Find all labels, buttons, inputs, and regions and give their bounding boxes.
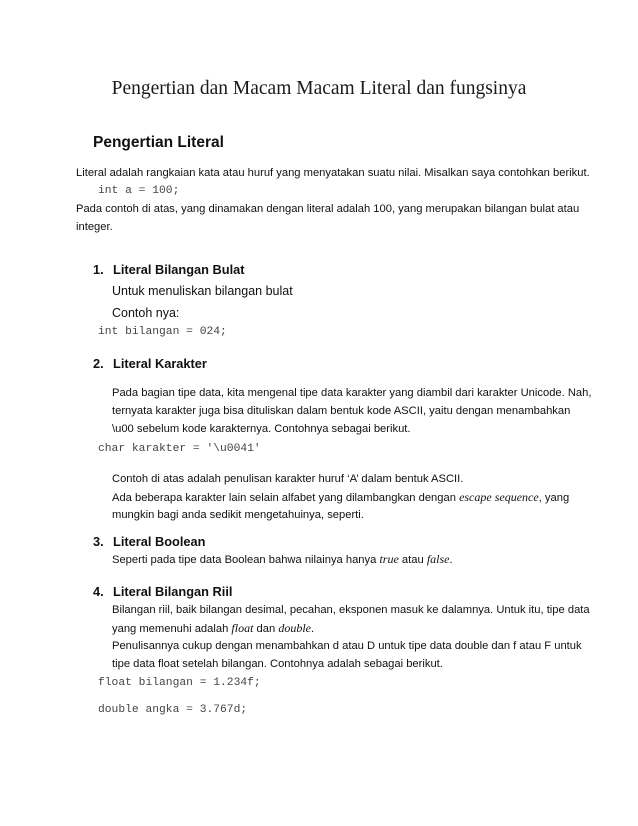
intro-paragraph-line-1: Literal adalah rangkaian kata atau huruf yang menyatakan suatu nilai. Misalkan saya contohkan berikut. bbox=[76, 167, 590, 179]
item-1-code: int bilangan = 024; bbox=[98, 326, 227, 338]
intro-code-sample: int a = 100; bbox=[98, 185, 180, 197]
item-3-title: Literal Boolean bbox=[113, 534, 206, 549]
item-4-italic-double: double bbox=[278, 621, 311, 635]
intro-paragraph-line-3: integer. bbox=[76, 221, 113, 233]
item-4-line-2-post: . bbox=[311, 623, 315, 635]
item-3-line-1-mid: atau bbox=[398, 554, 427, 566]
item-3-line-1 bbox=[112, 552, 453, 567]
item-3-italic-true: true bbox=[379, 552, 399, 566]
item-1-title: Literal Bilangan Bulat bbox=[113, 262, 245, 277]
item-2-number: 2. bbox=[93, 356, 104, 371]
item-3-line-1-pre: Seperti pada tipe data Boolean bahwa nilainya hanya bbox=[112, 554, 380, 566]
item-4-number: 4. bbox=[93, 584, 104, 599]
item-4-italic-float: float bbox=[231, 621, 254, 635]
item-3-line-1-post: . bbox=[449, 554, 453, 566]
item-2-line-5-post: , yang bbox=[538, 492, 570, 504]
item-4-line-3: Penulisannya cukup dengan menambahkan d atau D untuk tipe data double dan f atau F untuk bbox=[112, 640, 582, 652]
item-3-italic-false: false bbox=[426, 552, 450, 566]
item-2-title: Literal Karakter bbox=[113, 356, 207, 371]
item-1-line-2: Contoh nya: bbox=[112, 306, 180, 320]
item-3-number: 3. bbox=[93, 534, 104, 549]
item-2-line-2: ternyata karakter juga bisa dituliskan dalam bentuk kode ASCII, yaitu dengan menambahkan bbox=[112, 405, 571, 417]
section-heading: Pengertian Literal bbox=[93, 134, 224, 151]
item-2-line-5-italic: escape sequence bbox=[459, 490, 539, 504]
item-4-line-2-pre: yang memenuhi adalah bbox=[112, 623, 232, 635]
document-title: Pengertian dan Macam Macam Literal dan fungsinya bbox=[111, 78, 527, 99]
item-4-code-1: float bilangan = 1.234f; bbox=[98, 677, 261, 689]
item-4-title: Literal Bilangan Riil bbox=[113, 584, 233, 599]
item-4-line-1: Bilangan riil, baik bilangan desimal, pecahan, eksponen masuk ke dalamnya. Untuk itu, tipe data bbox=[112, 604, 590, 616]
item-1-line-1: Untuk menuliskan bilangan bulat bbox=[112, 284, 293, 298]
item-2-code: char karakter = '\u0041' bbox=[98, 443, 261, 455]
item-1-number: 1. bbox=[93, 262, 104, 277]
item-2-line-1: Pada bagian tipe data, kita mengenal tipe data karakter yang diambil dari karakter Unicode. Nah, bbox=[112, 387, 592, 399]
item-2-line-6: mungkin bagi anda sedikit mengetahuinya, seperti. bbox=[112, 509, 364, 521]
item-4-line-2 bbox=[112, 621, 314, 636]
item-4-line-4: tipe data float setelah bilangan. Contohnya adalah sebagai berikut. bbox=[112, 658, 443, 670]
item-2-line-4: Contoh di atas adalah penulisan karakter huruf ‘A’ dalam bentuk ASCII. bbox=[112, 473, 464, 485]
item-2-line-5-pre: Ada beberapa karakter lain selain alfabet yang dilambangkan dengan bbox=[112, 492, 460, 504]
intro-paragraph-line-2: Pada contoh di atas, yang dinamakan dengan literal adalah 100, yang merupakan bilangan bulat atau bbox=[76, 203, 580, 215]
item-2-line-3: \u00 sebelum kode karakternya. Contohnya sebagai berikut. bbox=[112, 423, 411, 435]
item-4-code-2: double angka = 3.767d; bbox=[98, 704, 248, 716]
item-2-line-5 bbox=[112, 490, 569, 505]
item-4-line-2-mid: dan bbox=[253, 623, 279, 635]
